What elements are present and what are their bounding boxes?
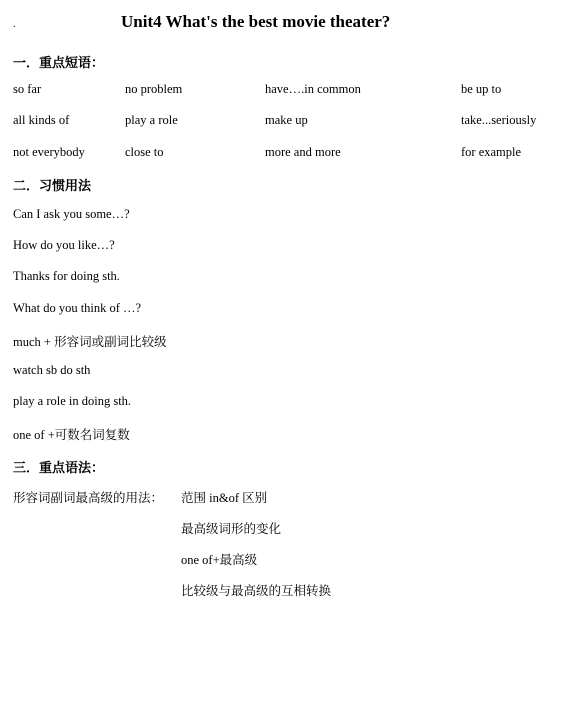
section3-heading: 三．重点语法： [13,461,105,476]
phrase-cell: be up to [461,82,502,96]
usage-item: one of +可数名词复数 [13,428,130,442]
phrase-cell: so far [13,82,42,96]
phrase-cell: not everybody [13,145,85,159]
grammar-point: 范围 in&of 区别 [181,491,268,505]
phrase-cell: play a role [125,113,178,127]
grammar-label: 形容词副词最高级的用法： [13,491,164,505]
phrase-cell: more and more [265,145,341,159]
usage-item: Can I ask you some…? [13,207,130,221]
phrase-cell: all kinds of [13,113,70,127]
usage-item: How do you like…? [13,238,115,252]
section1-heading: 一．重点短语： [13,56,105,71]
section2-heading: 二．习惯用法 [13,179,92,194]
phrase-cell: have….in common [265,82,361,96]
phrase-cell: make up [265,113,308,127]
phrase-cell: no problem [125,82,183,96]
usage-item: much + 形容词或副词比较级 [13,335,167,349]
usage-item: watch sb do sth [13,363,91,377]
phrase-cell: take...seriously [461,113,537,127]
grammar-point: 比较级与最高级的互相转换 [181,584,332,598]
grammar-point: 最高级词形的变化 [181,522,282,536]
usage-item: Thanks for doing sth. [13,269,120,283]
usage-item: What do you think of …? [13,301,142,315]
leading-dot: . [13,19,16,30]
usage-item: play a role in doing sth. [13,394,132,408]
phrase-cell: close to [125,145,164,159]
phrase-cell: for example [461,145,522,159]
page-title: Unit4 What's the best movie theater? [121,12,391,31]
grammar-point: one of+最高级 [181,553,258,567]
